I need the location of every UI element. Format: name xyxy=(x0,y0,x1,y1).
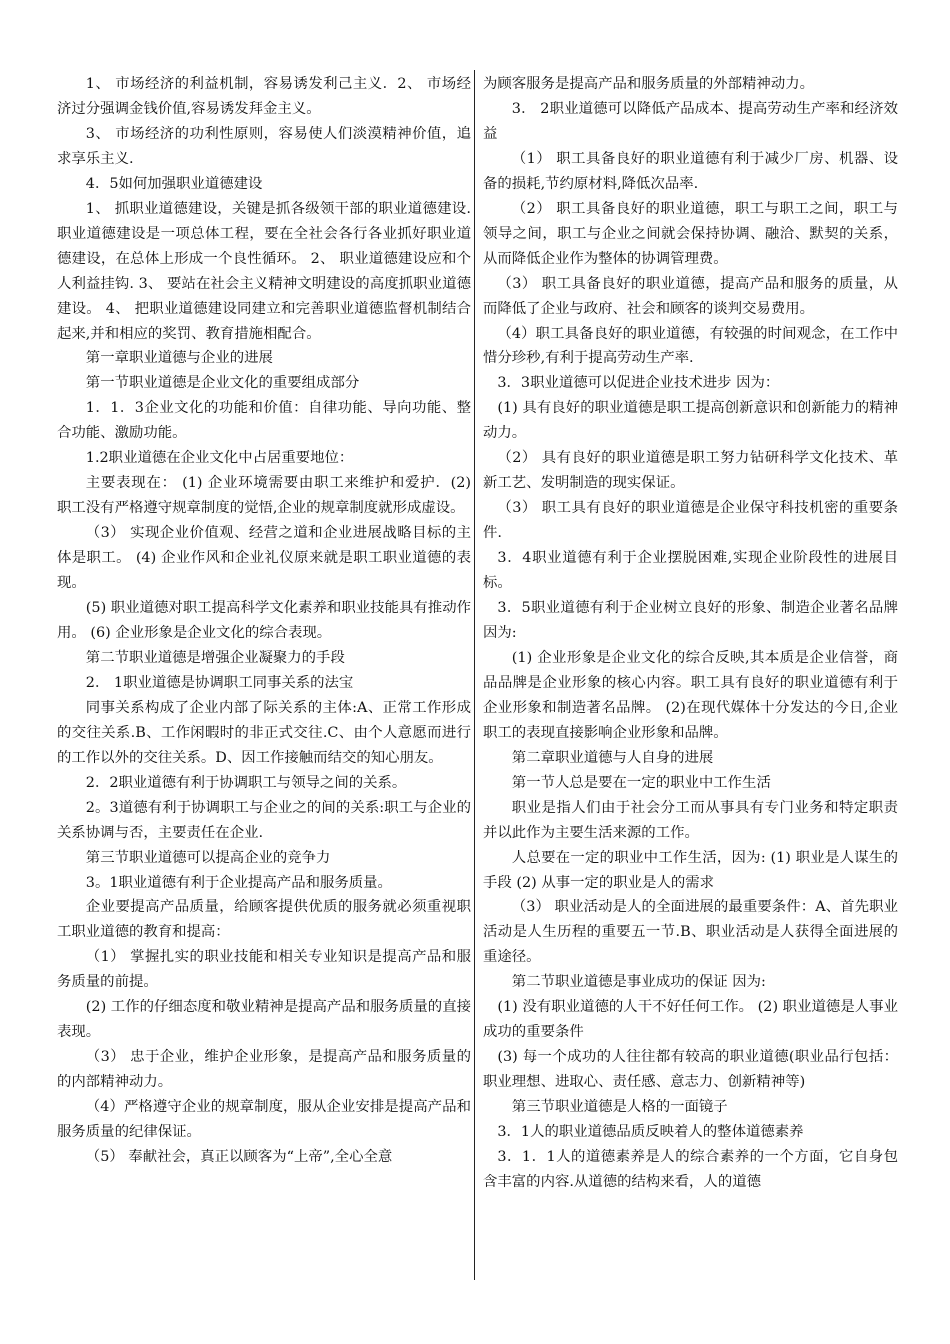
paragraph: 第一章职业道德与企业的进展 xyxy=(85,350,273,367)
paragraph: （4）职工具备良好的职业道德，有较强的时间观念，在工作中惜分珍秒,有利于提高劳动生产率. xyxy=(483,325,898,367)
paragraph: 2．2职业道德有利于协调职工与领导之间的关系。 xyxy=(85,774,407,791)
paragraph: 3．3职业道德可以促进企业技术进步 因为： xyxy=(497,375,780,392)
paragraph: 第一节人总是要在一定的职业中工作生活 xyxy=(511,774,771,791)
paragraph: （2） 具有良好的职业道德是职工努力钻研科学文化技术、革新工艺、发明制造的现实保证。 xyxy=(483,450,898,492)
paragraph: （2） 职工具备良好的职业道德，职工与职工之间，职工与领导之间，职工与企业之间就会保持协调、融洽、默契的关系，从而降低企业作为整体的协调管理费。 xyxy=(483,200,898,267)
paragraph: 2。3道德有利于协调职工与企业之的间的关系:职工与企业的关系协调与否，主要责任在企业. xyxy=(57,799,471,841)
paragraph: (5) 职业道德对职工提高科学文化素养和职业技能具有推动作用。 (6) 企业形象是企业文化的综合表现。 xyxy=(57,600,471,641)
paragraph: 第三节职业道德可以提高企业的竞争力 xyxy=(85,849,331,866)
paragraph: 2． 1职业道德是协调职工同事关系的法宝 xyxy=(85,674,354,691)
paragraph: （1） 职工具备良好的职业道德有利于减少厂房、机器、设备的损耗,节约原材料,降低次品率. xyxy=(483,150,898,192)
paragraph: 企业要提高产品质量，给顾客提供优质的服务就必须重视职工职业道德的教育和提高： xyxy=(57,899,471,941)
paragraph: (1) 企业形象是企业文化的综合反映,其本质是企业信誉，商品品牌是企业形象的核心内容。职工具有良好的职业道德有利于企业形象和制造著名品牌。 (2)在现代媒体十分发达的今日,企业职工的表现直接影响企业形象和品牌。 xyxy=(483,649,898,741)
paragraph: 3．4职业道德有利于企业摆脱困难,实现企业阶段性的进展目标。 xyxy=(483,550,898,592)
paragraph: 3．1．1人的道德素养是人的综合素养的一个方面，它自身包含丰富的内容.从道德的结构来看，人的道德 xyxy=(483,1148,898,1190)
paragraph: （3） 职工具备良好的职业道德，提高产品和服务的质量，从而降低了企业与政府、社会和顾客的谈判交易费用。 xyxy=(483,275,898,317)
paragraph: (3) 每一个成功的人往往都有较高的职业道德(职业品行包括：职业理想、进取心、责任感、意志力、创新精神等) xyxy=(483,1049,898,1091)
paragraph: 第二章职业道德与人自身的进展 xyxy=(511,749,714,766)
paragraph: 3、 市场经济的功利性原则，容易使人们淡漠精神价值，追求享乐主义. xyxy=(57,125,471,167)
column-divider xyxy=(474,70,475,1280)
paragraph: 1、 抓职业道德建设，关键是抓各级领干部的职业道德建设.职业道德建设是一项总体工程，要在全社会各行各业抓好职业道德建设，在总体上形成一个良性循环。 2、 职业道德建设应和个人利益挂钩. 3、 要站在社会主义精神文明建设的高度抓职业道德建设。 4、 把职业道德建设同建立和完善职业道德监督机制结合起来,并和相应的奖罚、教育措施相配合。 xyxy=(57,200,471,342)
paragraph: （3） 职工具有良好的职业道德是企业保守科技机密的重要条件. xyxy=(483,500,898,542)
paragraph: （4）严格遵守企业的规章制度，服从企业安排是提高产品和服务质量的纪律保证。 xyxy=(57,1099,471,1141)
paragraph: 3。1职业道德有利于企业提高产品和服务质量。 xyxy=(85,874,392,891)
paragraph: 主要表现在： (1) 企业环境需要由职工来维护和爱护．(2) 职工没有严格遵守规章制度的觉悟,企业的规章制度就形成虚设。 xyxy=(57,475,471,517)
paragraph: 3． 2职业道德可以降低产品成本、提高劳动生产率和经济效益 xyxy=(483,100,898,142)
paragraph: 为顾客服务是提高产品和服务质量的外部精神动力。 xyxy=(483,76,814,92)
paragraph: （1） 掌握扎实的职业技能和相关专业知识是提高产品和服务质量的前提。 xyxy=(57,949,471,991)
paragraph: 人总要在一定的职业中工作生活，因为: (1) 职业是人谋生的手段 (2) 从事一定的职业是人的需求 xyxy=(483,849,898,891)
paragraph: (1) 具有良好的职业道德是职工提高创新意识和创新能力的精神动力。 xyxy=(483,400,898,442)
paragraph: (1) 没有职业道德的人干不好任何工作。 (2) 职业道德是人事业成功的重要条件 xyxy=(483,999,898,1041)
paragraph: 3．5职业道德有利于企业树立良好的形象、制造企业著名品牌 因为: xyxy=(483,600,898,641)
left-column xyxy=(57,72,471,1277)
paragraph: 3．1人的职业道德品质反映着人的整体道德素养 xyxy=(497,1124,804,1141)
paragraph: 第二节职业道德是事业成功的保证 因为: xyxy=(511,974,766,991)
paragraph: (2) 工作的仔细态度和敬业精神是提高产品和服务质量的直接表现。 xyxy=(57,999,471,1041)
paragraph: （3） 忠于企业，维护企业形象，是提高产品和服务质量的的内部精神动力。 xyxy=(57,1049,471,1091)
paragraph: 第三节职业道德是人格的一面镜子 xyxy=(511,1099,728,1116)
paragraph: 1、 市场经济的利益机制，容易诱发利己主义．2、 市场经济过分强调金钱价值,容易诱发拜金主义。 xyxy=(57,76,471,117)
paragraph: （3） 职业活动是人的全面进展的最重要条件：A、首先职业活动是人生历程的重要五一节.B、职业活动是人获得全面进展的重途径。 xyxy=(483,899,898,966)
paragraph: （3） 实现企业价值观、经营之道和企业进展战略目标的主体是职工。 (4) 企业作风和企业礼仪原来就是职工职业道德的表现。 xyxy=(57,525,471,592)
right-column xyxy=(483,72,898,1277)
paragraph: 4．5如何加强职业道德建设 xyxy=(85,175,263,192)
paragraph: 1．1．3企业文化的功能和价值：自律功能、导向功能、整合功能、激励功能。 xyxy=(57,400,471,442)
paragraph: 第一节职业道德是企业文化的重要组成部分 xyxy=(85,375,360,392)
paragraph: 第二节职业道德是增强企业凝聚力的手段 xyxy=(85,649,345,666)
paragraph: 同事关系构成了企业内部了际关系的主体:A、正常工作形成的交往关系.B、工作闲暇时的非正式交往.C、由个人意愿而进行的工作以外的交往关系。D、因工作接触而结交的知心朋友。 xyxy=(57,699,471,766)
paragraph: 职业是指人们由于社会分工而从事具有专门业务和特定职责并以此作为主要生活来源的工作。 xyxy=(483,799,898,841)
paragraph: 1.2职业道德在企业文化中占居重要地位： xyxy=(85,450,354,467)
paragraph: （5） 奉献社会，真正以顾客为“上帝”,全心全意 xyxy=(85,1148,393,1165)
